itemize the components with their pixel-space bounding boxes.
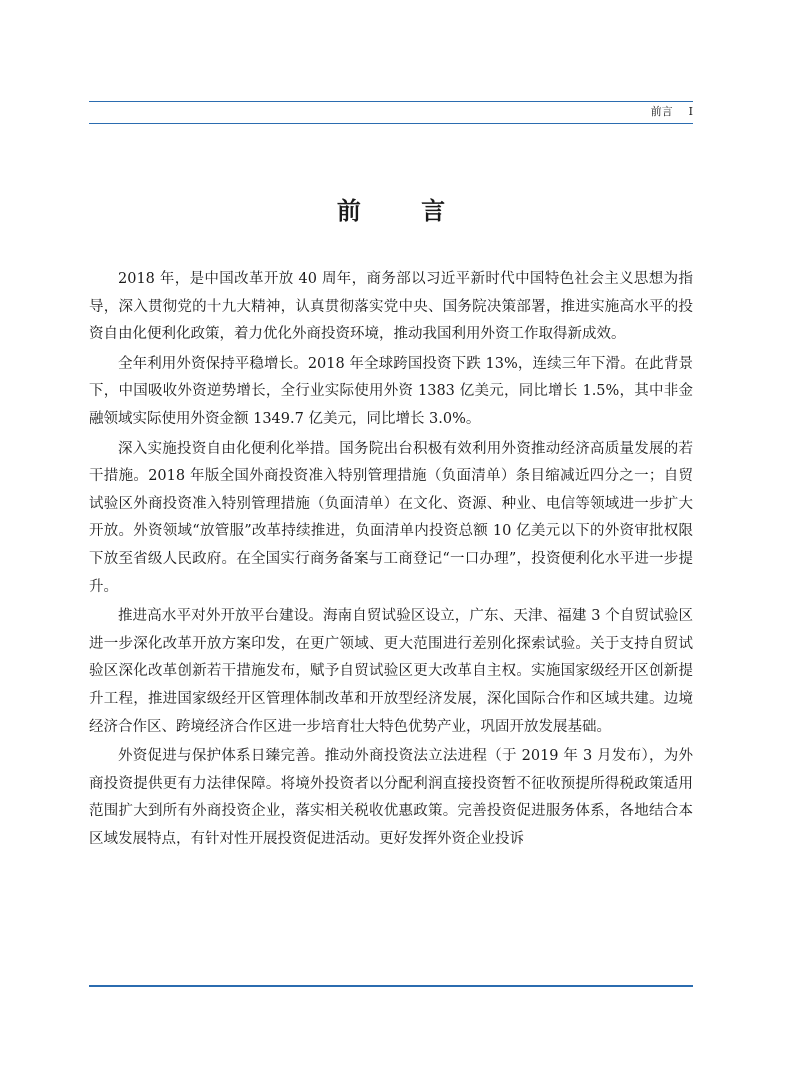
footer-rule [89, 985, 693, 987]
body-text [89, 266, 693, 855]
paragraph-4: 推进高水平对外开放平台建设。海南自贸试验区设立，广东、天津、福建 3 个自贸试验区进一步深化改革开放方案印发，在更广领域、更大范围进行差别化探索试验。关于支持自贸试验区深化改革创新若干措施发布，赋予自贸试验区更大改革自主权。实施国家级经开区创新提升工程，推进国家级经开区管理体制改革和开放型经济发展，深化国际合作和区域共建。边境经济合作区、跨境经济合作区进一步培育壮大特色优势产业，巩固开放发展基础。 [89, 608, 693, 735]
running-head-section: 前言 [650, 105, 673, 118]
page-number: I [688, 105, 693, 118]
paragraph-1: 2018 年，是中国改革开放 40 周年，商务部以习近平新时代中国特色社会主义思想为指导，深入贯彻党的十九大精神，认真贯彻落实党中央、国务院决策部署，推进实施高水平的投资自由化便利化政策，着力优化外商投资环境，推动我国利用外资工作取得新成效。 [89, 271, 693, 343]
paragraph-3: 深入实施投资自由化便利化举措。国务院出台积极有效利用外资推动经济高质量发展的若干措施。2018 年版全国外商投资准入特别管理措施（负面清单）条目缩减近四分之一；自贸试验区外商投资准入特别管理措施（负面清单）在文化、资源、种业、电信等领域进一步扩大开放。外资领域“放管服”改革持续推进，负面清单内投资总额 10 亿美元以下的外资审批权限下放至省级人民政府。在全国实行商务备案与工商登记“一口办理”，投资便利化水平进一步提升。 [89, 440, 693, 595]
header-rule-bottom [89, 123, 693, 124]
running-head [651, 105, 693, 119]
paragraph-5: 外资促进与保护体系日臻完善。推动外商投资法立法进程（于 2019 年 3 月发布），为外商投资提供更有力法律保障。将境外投资者以分配利润直接投资暂不征收预提所得税政策适用范围扩大到所有外商投资企业，落实相关税收优惠政策。完善投资促进服务体系，各地结合本区域发展特点，有针对性开展投资促进活动。更好发挥外资企业投诉 [89, 748, 693, 847]
header-rule-top [89, 101, 693, 102]
paragraph-2: 全年利用外资保持平稳增长。2018 年全球跨国投资下跌 13%，连续三年下滑。在此背景下，中国吸收外资逆势增长，全行业实际使用外资 1383 亿美元，同比增长 1.5%，其中非金融领域实际使用外资金额 1349.7 亿美元，同比增长 3.0%。 [89, 355, 693, 427]
page-title: 前 言 [336, 196, 472, 225]
